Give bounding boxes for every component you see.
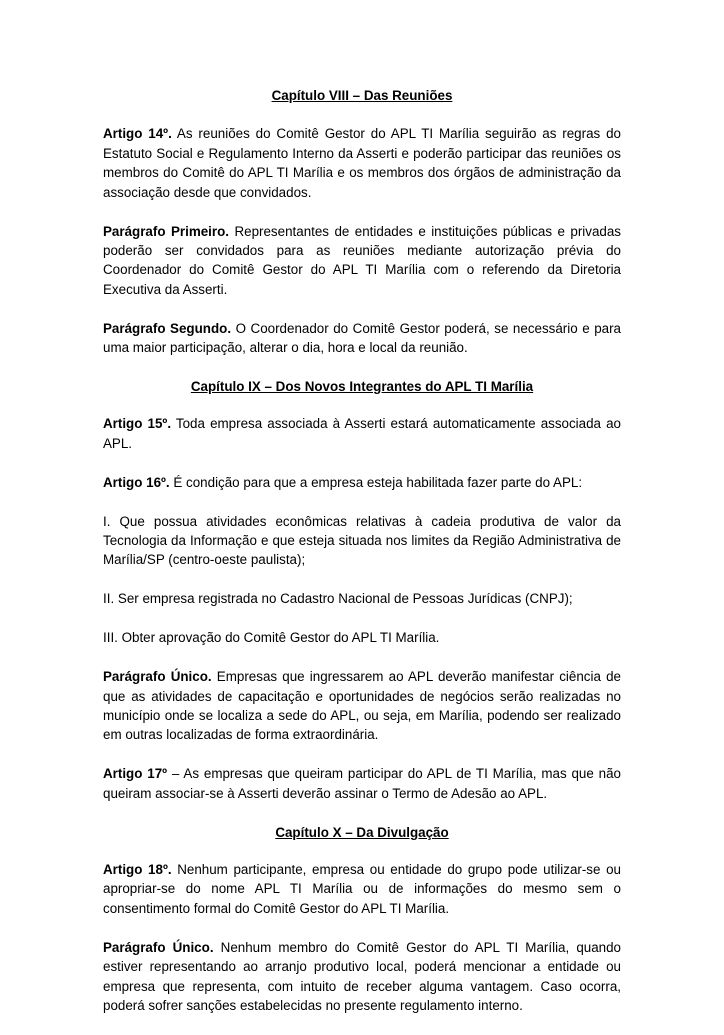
article-14-paragraph-second-text: O Coordenador do Comitê Gestor poderá, se necessário e para uma maior participação, alterar o dia, hora e local da reunião. [103, 320, 622, 356]
article-16-item-iii [103, 628, 621, 647]
article-14-paragraph-first-text: Representantes de entidades e instituições públicas e privadas poderão ser convidados para as reuniões mediante autorização prévia do Coordenador do Comitê Gestor do APL TI Marília com o referendo da Diretoria Executiva da Asserti. [103, 223, 621, 297]
article-15 [103, 414, 621, 453]
article-16-lead: Artigo 16º. [103, 474, 170, 490]
article-18 [103, 860, 621, 918]
article-18-paragraph-single [103, 938, 621, 1016]
article-16-item-i-text: I. Que possua atividades econômicas relativas à cadeia produtiva de valor da Tecnologia da Informação e que esteja situada nos limites da Região Administrativa de Marília/SP (centro-oeste paulista); [103, 513, 621, 568]
article-16 [103, 473, 621, 492]
chapter-ix-heading: Capítulo IX – Dos Novos Integrantes do APL TI Marília [190, 378, 534, 394]
chapter-x-heading: Capítulo X – Da Divulgação [275, 824, 449, 840]
article-16-item-i [103, 512, 621, 570]
article-17-lead: Artigo 17º [103, 766, 168, 782]
article-14-text: As reuniões do Comitê Gestor do APL TI Marília seguirão as regras do Estatuto Social e Regulamento Interno da Asserti e poderão participar das reuniões os membros do Comitê do APL TI Marília e os membros dos órgãos de administração da associação desde que convidados. [103, 126, 621, 200]
article-18-paragraph-single-text: Nenhum membro do Comitê Gestor do APL TI Marília, quando estiver representando ao arranjo produtivo local, poderá mencionar a entidade ou empresa que representa, com intuito de receber alguma vantagem. Caso ocorra, poderá sofrer sanções estabelecidas no presente regulamento interno. [103, 939, 621, 1013]
article-14-paragraph-second [103, 319, 621, 358]
article-18-paragraph-single-lead: Parágrafo Único. [103, 939, 214, 955]
article-18-lead: Artigo 18º. [103, 861, 172, 877]
article-17 [103, 764, 621, 803]
article-16-paragraph-single [103, 667, 621, 745]
article-15-text: Toda empresa associada à Asserti estará automaticamente associada ao APL. [103, 416, 621, 451]
article-14-paragraph-first-lead: Parágrafo Primeiro. [103, 223, 230, 239]
article-15-lead: Artigo 15º. [103, 416, 172, 432]
article-17-text: – As empresas que queiram participar do APL de TI Marília, mas que não queiram associar-se à Asserti deverão assinar o Termo de Adesão ao APL. [103, 766, 621, 801]
article-16-paragraph-single-lead: Parágrafo Único. [103, 669, 212, 685]
article-14 [103, 124, 621, 202]
document-page [103, 86, 621, 1035]
article-18-text: Nenhum participante, empresa ou entidade do grupo pode utilizar-se ou apropriar-se do nome APL TI Marília ou de informações do mesmo sem o consentimento formal do Comitê Gestor do APL TI Marília. [103, 861, 621, 916]
article-16-text: É condição para que a empresa esteja habilitada fazer parte do APL: [169, 474, 583, 490]
article-14-paragraph-first [103, 222, 621, 300]
article-16-item-iii-text: III. Obter aprovação do Comitê Gestor do APL TI Marília. [103, 630, 440, 646]
article-14-lead: Artigo 14º. [103, 126, 172, 142]
article-16-item-ii [103, 589, 621, 608]
article-14-paragraph-second-lead: Parágrafo Segundo. [103, 320, 232, 336]
article-16-item-ii-text: II. Ser empresa registrada no Cadastro Nacional de Pessoas Jurídicas (CNPJ); [103, 591, 573, 607]
chapter-viii-heading: Capítulo VIII – Das Reuniões [271, 88, 453, 103]
article-16-paragraph-single-text: Empresas que ingressarem ao APL deverão manifestar ciência de que as atividades de capacitação e oportunidades de negócios serão realizadas no município onde se localiza a sede do APL, ou seja, em Marília, podendo ser realizado em outras localizadas de forma extraordinária. [103, 669, 621, 743]
